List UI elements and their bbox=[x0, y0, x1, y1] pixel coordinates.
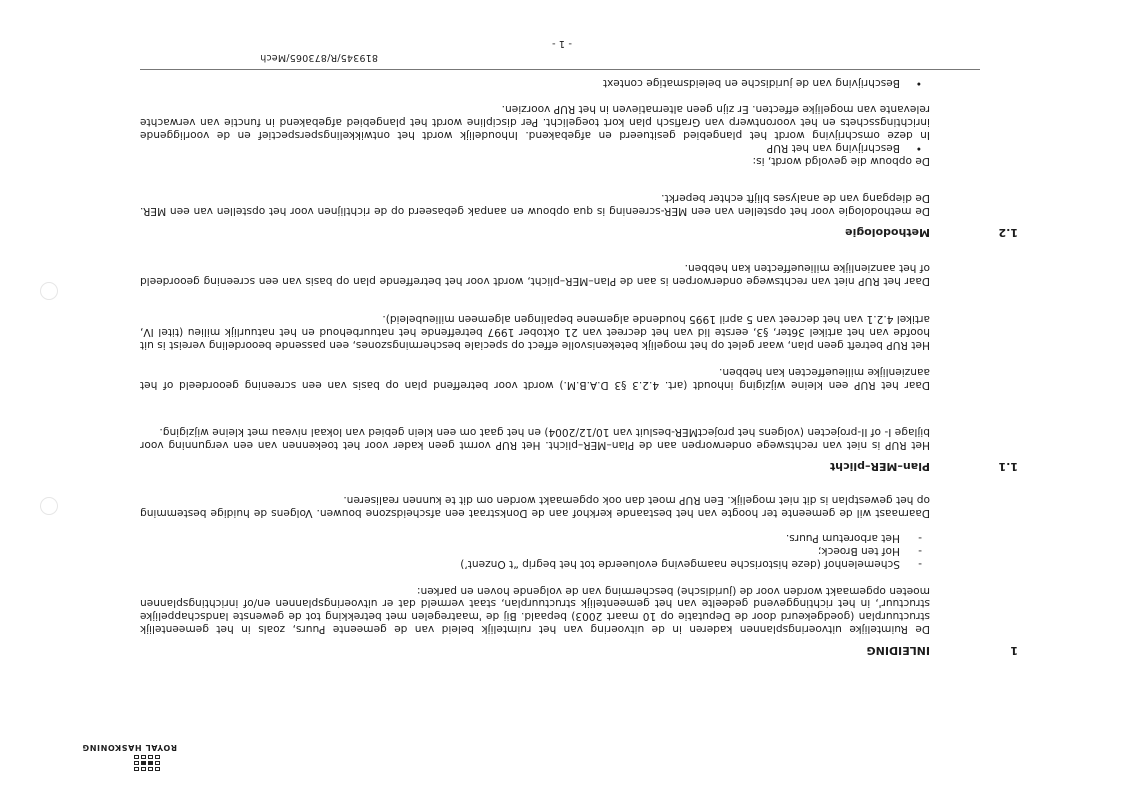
plan-mer-paragraph-3: Het RUP betreft geen plan, waar gelet op het mogelijk betekenisvolle effect op speciale beschermingszones, een passende beoordeling vereist is uit hoofde van het artikel 36ter, §3, eerste lid van het decreet van 21 oktober 1997 betreffende het natuurbehoud en het natuurlijk milieu (titel IV, artikel 4.2.1 van het decreet van 5 april 1995 houdende algemene bepalingen algemeen milieubeleid). bbox=[140, 313, 930, 351]
footer-divider bbox=[140, 69, 980, 70]
section-title: INLEIDING bbox=[866, 644, 930, 657]
methodology-paragraph-1: De methodologie voor het opstellen van een MER-screening is qua opbouw en aanpak gebaseerd op de richtlijnen voor het opstellen van een MER. De diepgang van de analyses blijft echter beperkt. bbox=[140, 192, 930, 217]
plan-mer-paragraph-1: Het RUP is niet van rechtswege onderworpen aan de Plan–MER–plicht. Het RUP vormt geen kader voor het toekennen van een vergunning voor bijlage I- of II-projecten (volgens het projectMER-besluit van 10/12/2004) en het gaat om een klein gebied van lokaal niveau met kleine wijziging. bbox=[140, 426, 930, 451]
punch-hole-icon bbox=[40, 282, 58, 300]
list-item bbox=[140, 141, 930, 154]
list-item-text: Hof ten Broeck; bbox=[817, 545, 900, 558]
document-reference: 819345/R/873065/Mech bbox=[259, 52, 378, 63]
list-item bbox=[140, 557, 930, 570]
list-item-text: Schemelenhof (deze historische naamgeving evolueerde tot het begrip “t Onzent’) bbox=[460, 558, 900, 570]
section-title: Methodologie bbox=[845, 226, 930, 239]
methodology-bullet-2 bbox=[140, 76, 930, 89]
list-marker: - bbox=[918, 532, 922, 545]
list-item-text: Beschrijving van de juridische en beleidsmatige context bbox=[602, 77, 900, 89]
list-item-text: Het arboretum Puurs. bbox=[785, 532, 900, 545]
bullet-marker: • bbox=[915, 142, 922, 154]
list-item bbox=[140, 76, 930, 89]
methodology-paragraph-2: De opbouw die gevolgd wordt, is: bbox=[752, 155, 930, 167]
section-number: 1 bbox=[1010, 644, 1018, 657]
bullet-marker: • bbox=[915, 77, 922, 89]
section-number: 1.2 bbox=[998, 226, 1018, 239]
intro-paragraph: De Ruimtelijke uitvoeringsplannen kaderen in de uitvoering van het ruimtelijk beleid van de gemeente Puurs, zoals in het gemeentelijk structuurplan (goedgekeurd door de Deputatie op 10 maart 2003) bepaald. Bij de 'maatregelen met betrekking tot de gewenste landschappelijke structuur', in het richtinggevend gedeelte van het gemeentelijk structuurplan, staat vermeld dat er uitvoeringsplannen en/of inrichtingsplannen moeten opgemaakt worden voor de (juridische) bescherming van de volgende hoven en parken: bbox=[140, 584, 930, 635]
plan-mer-paragraph-4: Daar het RUP niet van rechtswege onderworpen is aan de Plan–MER–plicht, wordt voor het betreffende plan op basis van een screening geoordeeld of het aanzienlijke milieueffecten kan hebben. bbox=[140, 262, 930, 287]
parks-list bbox=[140, 532, 930, 570]
methodology-bullet-1 bbox=[140, 141, 930, 154]
list-item bbox=[140, 532, 930, 545]
list-marker: - bbox=[918, 558, 922, 570]
page-number: - 1 - bbox=[552, 38, 572, 49]
list-marker: - bbox=[918, 545, 922, 558]
list-item bbox=[140, 544, 930, 557]
section-number: 1.1 bbox=[998, 460, 1018, 473]
logo-name: ROYAL HASKONING bbox=[82, 743, 177, 752]
methodology-paragraph-3: In deze omschrijving wordt het plangebied gesitueerd en afgebakend. Inhoudelijk wordt het ontwikkelingsperspectief en de voorliggende inrichtingsschets en het voorontwerp van Grafisch plan kort toegelicht. Per discipline wordt het plangebied afgebakend in functie van verwachte relevante van mogelijke effecten. Er zijn geen alternatieven in het RUP voorzien. bbox=[140, 103, 930, 141]
afscheidszone-paragraph: Daarnaast wil de gemeente ter hoogte van het bestaande kerkhof aan de Donkstraat een afscheidszone bouwen. Volgens de huidige bestemming op het gewestplan is dit niet mogelijk. Een RUP moet dan ook opgemaakt worden om dit te kunnen realiseren. bbox=[140, 494, 930, 519]
section-title: Plan–MER–plicht bbox=[829, 460, 930, 473]
punch-hole-icon bbox=[40, 497, 58, 515]
logo-grid-icon bbox=[134, 755, 160, 771]
list-item-text: Beschrijving van het RUP bbox=[766, 142, 900, 154]
plan-mer-paragraph-2: Daar het RUP een kleine wijziging inhoudt (art. 4.2.3 §3 D.A.B.M.) wordt voor betreffend plan op basis van een screening geoordeeld of het aanzienlijke milieueffecten kan hebben. bbox=[140, 366, 930, 391]
royal-haskoning-logo bbox=[82, 743, 212, 771]
